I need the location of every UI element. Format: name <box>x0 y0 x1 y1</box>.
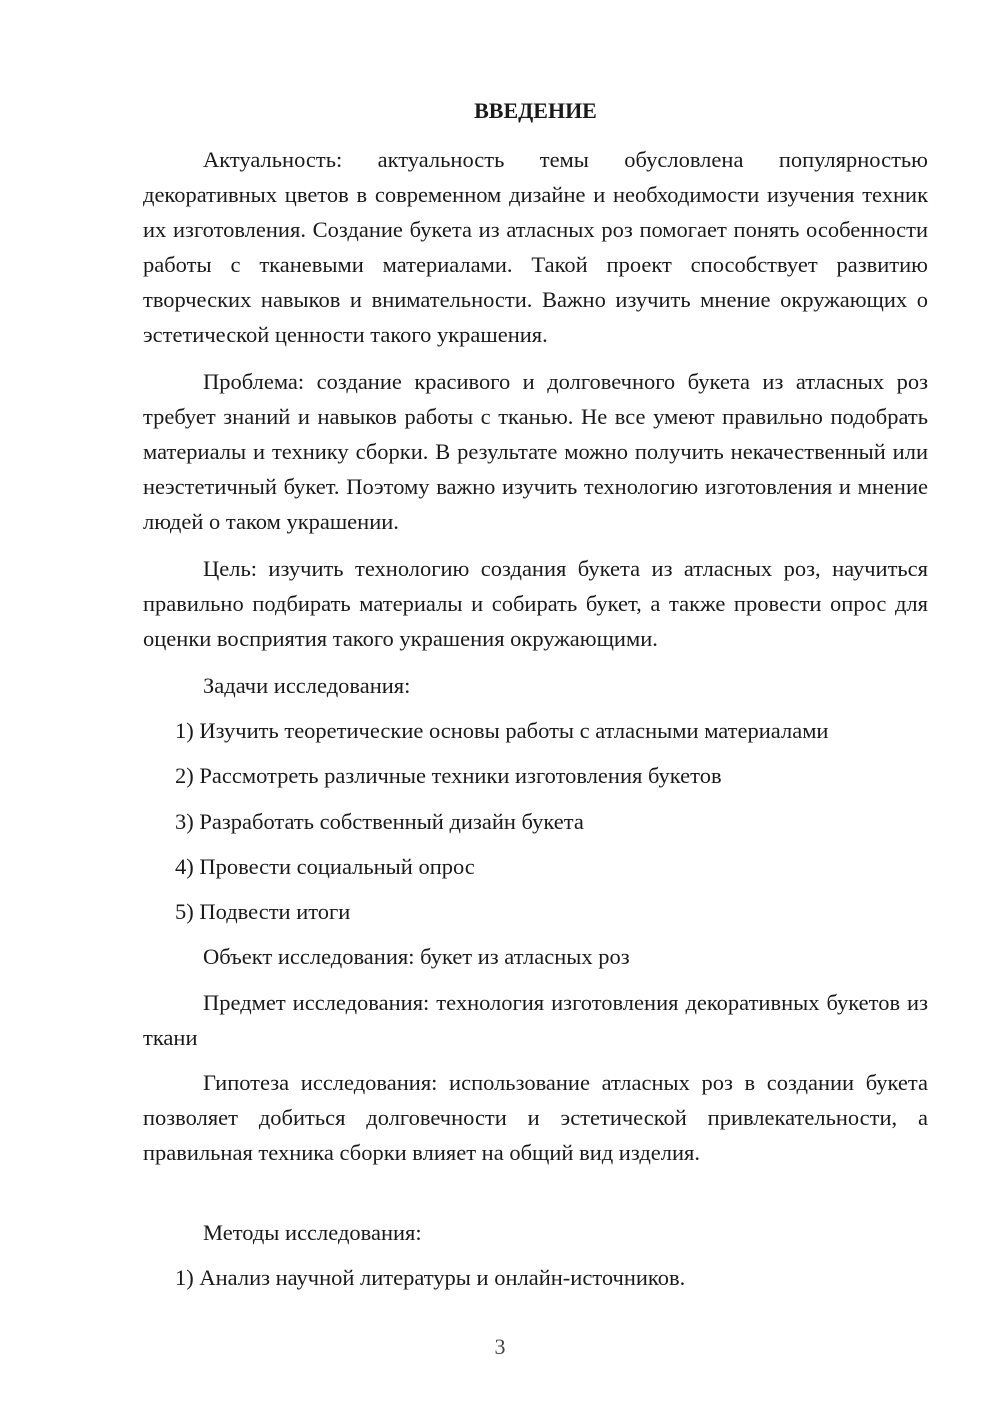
page-title: ВВЕДЕНИЕ <box>474 98 597 123</box>
goal-paragraph: Цель: изучить технологию создания букета из атласных роз, научиться правильно подбирать материалы и собирать букет, а также провести опрос для оценки восприятия такого украшения окружающими. <box>143 556 928 651</box>
list-item: 1) Анализ научной литературы и онлайн-источников. <box>175 1265 686 1290</box>
relevance-paragraph: Актуальность: актуальность темы обусловлена популярностью декоративных цветов в современном дизайне и необходимости изучения техник их изготовления. Создание букета из атласных роз помогает понять особенности работы с тканевыми материалами. Такой проект способствует развитию творческих навыков и внимательности. Важно изучить мнение окружающих о эстетической ценности такого украшения. <box>143 147 928 347</box>
list-item: 1) Изучить теоретические основы работы с атласными материалами <box>175 718 829 743</box>
list-item: 3) Разработать собственный дизайн букета <box>175 809 584 834</box>
page-number: 3 <box>494 1334 506 1359</box>
object-paragraph: Объект исследования: букет из атласных роз <box>203 944 630 969</box>
list-item: 4) Провести социальный опрос <box>175 854 475 879</box>
methods-label: Методы исследования: <box>203 1220 422 1245</box>
list-item: 2) Рассмотреть различные техники изготовления букетов <box>175 763 722 788</box>
subject-paragraph: Предмет исследования: технология изготовления декоративных букетов из ткани <box>143 990 928 1050</box>
hypothesis-paragraph: Гипотеза исследования: использование атласных роз в создании букета позволяет добиться долговечности и эстетической привлекательности, а правильная техника сборки влияет на общий вид изделия. <box>143 1070 928 1165</box>
tasks-label: Задачи исследования: <box>203 673 411 698</box>
problem-paragraph: Проблема: создание красивого и долговечного букета из атласных роз требует знаний и навыков работы с тканью. Не все умеют правильно подобрать материалы и технику сборки. В результате можно получить некачественный или неэстетичный букет. Поэтому важно изучить технологию изготовления и мнение людей о таком украшении. <box>143 369 928 534</box>
list-item: 5) Подвести итоги <box>175 899 351 924</box>
